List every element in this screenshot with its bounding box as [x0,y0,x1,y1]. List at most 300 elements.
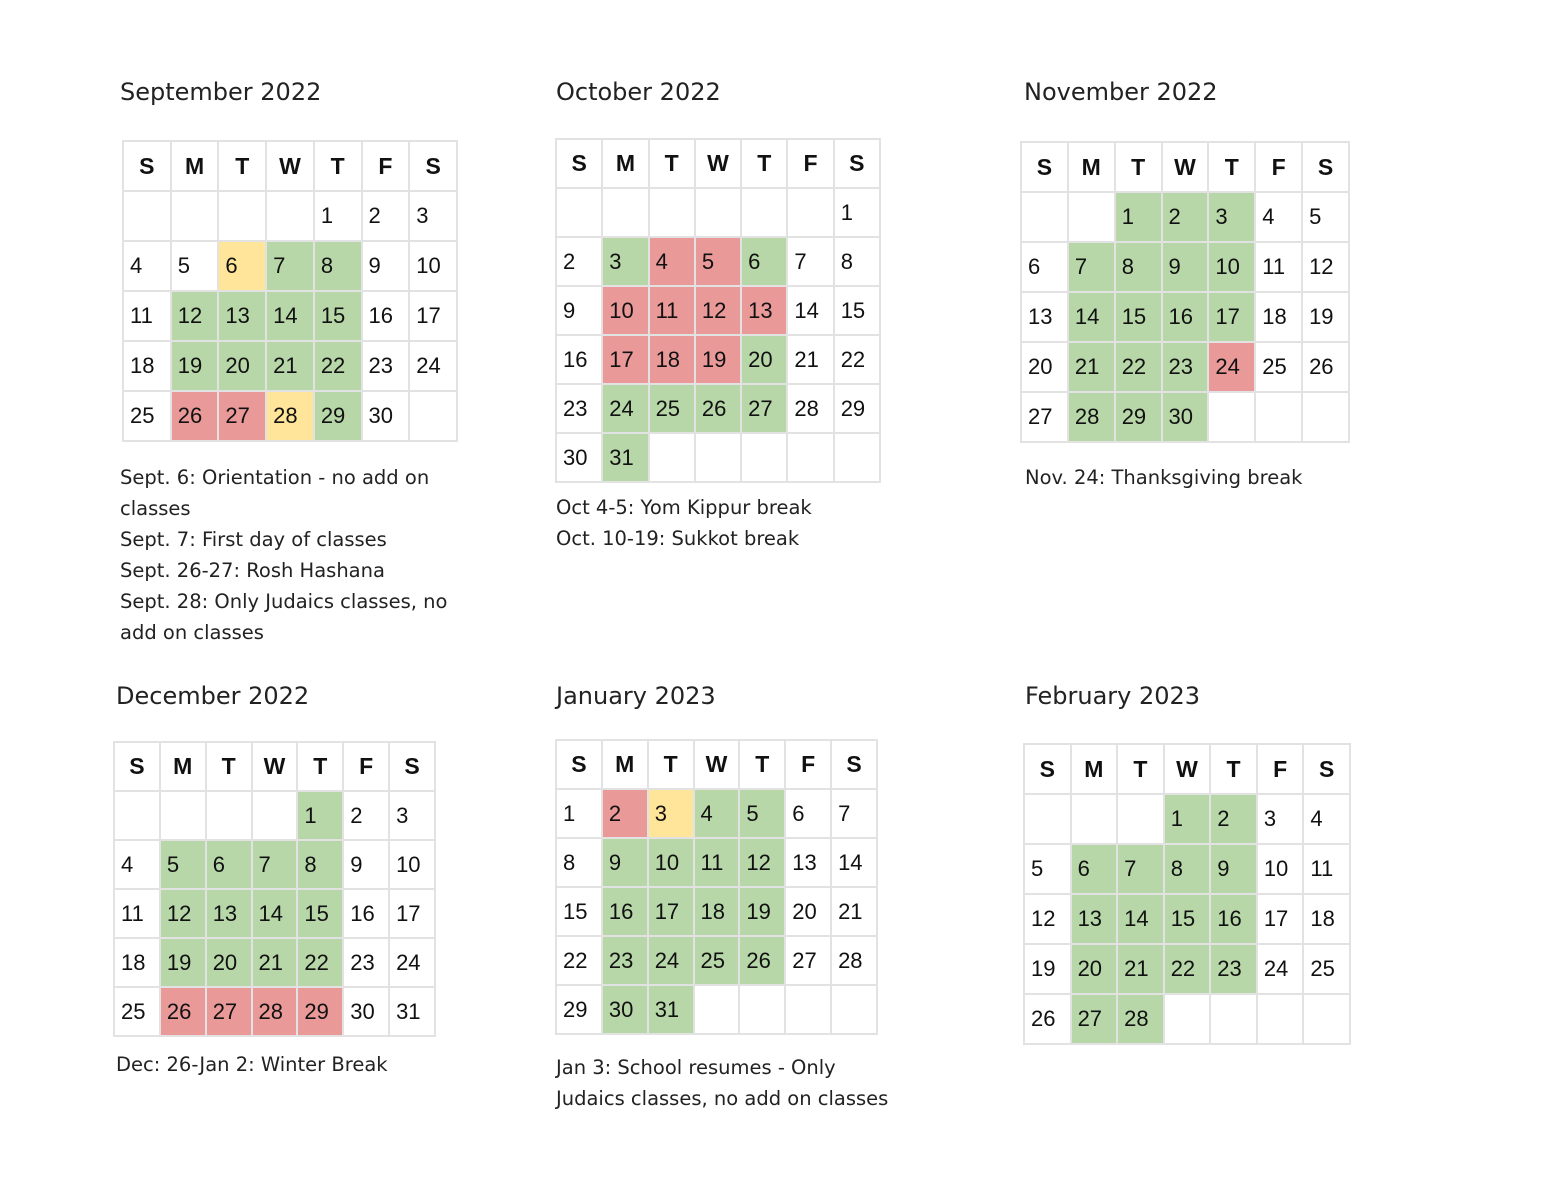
day-cell: 13 [741,286,787,335]
day-cell: 19 [160,938,206,987]
day-cell: 3 [1208,192,1255,242]
day-cell: 10 [389,840,435,889]
day-cell: 9 [1162,242,1209,292]
empty-day-cell [739,985,785,1034]
day-cell: 7 [1068,242,1115,292]
weekday-label: F [1257,744,1304,794]
weekday-label: W [1164,744,1211,794]
empty-day-cell [218,191,266,241]
day-cell: 28 [787,384,833,433]
day-cell: 24 [389,938,435,987]
day-cell: 28 [831,936,877,985]
month-notes [116,1049,476,1080]
day-cell: 11 [694,838,740,887]
day-cell: 23 [343,938,389,987]
empty-day-cell [741,433,787,482]
week-row [114,987,435,1036]
day-cell: 3 [1257,794,1304,844]
empty-day-cell [1303,994,1350,1044]
day-cell: 15 [834,286,880,335]
weekday-label: T [1208,142,1255,192]
day-cell: 12 [739,838,785,887]
day-cell: 5 [695,237,741,286]
note-line: Sept. 28: Only Judaics classes, no add on classes [120,590,448,644]
day-cell: 7 [787,237,833,286]
day-cell: 2 [1210,794,1257,844]
weekday-label: S [389,742,435,791]
empty-day-cell [266,191,314,241]
day-cell: 4 [1255,192,1302,242]
weekday-header-row [1021,142,1349,192]
week-row [123,191,457,241]
day-cell: 22 [556,936,602,985]
day-cell: 18 [123,341,171,391]
weekday-label: S [834,139,880,188]
weekday-label: S [1024,744,1071,794]
day-cell: 8 [1164,844,1211,894]
empty-day-cell [1302,392,1349,442]
day-cell: 1 [1164,794,1211,844]
day-cell: 3 [602,237,648,286]
day-cell: 14 [252,889,298,938]
day-cell: 2 [343,791,389,840]
week-row [556,789,877,838]
empty-day-cell [1068,192,1115,242]
day-cell: 19 [739,887,785,936]
empty-day-cell [602,188,648,237]
weekday-label: F [785,740,831,789]
day-cell: 20 [741,335,787,384]
week-row [114,791,435,840]
day-cell: 8 [1115,242,1162,292]
day-cell: 21 [252,938,298,987]
day-cell: 8 [314,241,362,291]
month-notes [556,492,916,554]
day-cell: 5 [171,241,219,291]
weekday-label: W [252,742,298,791]
calendar-grid [1020,141,1350,443]
day-cell: 16 [602,887,648,936]
day-cell: 28 [252,987,298,1036]
day-cell: 2 [362,191,410,241]
empty-day-cell [1021,192,1068,242]
weekday-label: M [1068,142,1115,192]
day-cell: 30 [556,433,602,482]
day-cell: 29 [297,987,343,1036]
month-title: December 2022 [116,682,310,710]
day-cell: 4 [649,237,695,286]
day-cell: 29 [1115,392,1162,442]
day-cell: 11 [1303,844,1350,894]
day-cell: 5 [1024,844,1071,894]
empty-day-cell [695,433,741,482]
weekday-label: S [1302,142,1349,192]
day-cell: 26 [1302,342,1349,392]
day-cell: 5 [160,840,206,889]
month-title: November 2022 [1024,78,1218,106]
day-cell: 2 [1162,192,1209,242]
day-cell: 29 [556,985,602,1034]
empty-day-cell [694,985,740,1034]
day-cell: 3 [648,789,694,838]
week-row [123,341,457,391]
day-cell: 30 [343,987,389,1036]
weekday-label: S [1303,744,1350,794]
day-cell: 1 [314,191,362,241]
day-cell: 26 [695,384,741,433]
day-cell: 31 [648,985,694,1034]
note-line: Oct. 10-19: Sukkot break [556,527,800,550]
day-cell: 16 [1210,894,1257,944]
empty-day-cell [171,191,219,241]
day-cell: 21 [787,335,833,384]
day-cell: 21 [1117,944,1164,994]
day-cell: 17 [1257,894,1304,944]
week-row [1024,794,1350,844]
weekday-label: W [695,139,741,188]
month-title: February 2023 [1025,682,1201,710]
empty-day-cell [1024,794,1071,844]
weekday-label: W [1162,142,1209,192]
calendar-grid [555,138,881,483]
day-cell: 26 [171,391,219,441]
weekday-label: M [602,139,648,188]
day-cell: 24 [1208,342,1255,392]
day-cell: 10 [1208,242,1255,292]
day-cell: 29 [314,391,362,441]
day-cell: 30 [362,391,410,441]
empty-day-cell [787,433,833,482]
day-cell: 7 [266,241,314,291]
weekday-label: M [171,141,219,191]
day-cell: 6 [1071,844,1118,894]
day-cell: 30 [602,985,648,1034]
day-cell: 22 [314,341,362,391]
day-cell: 16 [362,291,410,341]
day-cell: 22 [834,335,880,384]
weekday-label: T [1115,142,1162,192]
day-cell: 31 [389,987,435,1036]
week-row [1021,292,1349,342]
day-cell: 22 [1115,342,1162,392]
day-cell: 4 [1303,794,1350,844]
day-cell: 20 [785,887,831,936]
day-cell: 16 [1162,292,1209,342]
empty-day-cell [695,188,741,237]
day-cell: 10 [602,286,648,335]
day-cell: 18 [694,887,740,936]
day-cell: 30 [1162,392,1209,442]
day-cell: 13 [1071,894,1118,944]
calendar-grid [122,140,458,442]
day-cell: 21 [831,887,877,936]
empty-day-cell [160,791,206,840]
weekday-label: T [649,139,695,188]
day-cell: 27 [741,384,787,433]
day-cell: 23 [556,384,602,433]
day-cell: 14 [787,286,833,335]
weekday-label: S [114,742,160,791]
weekday-label: W [266,141,314,191]
note-line: Sept. 26-27: Rosh Hashana [120,559,385,582]
day-cell: 31 [602,433,648,482]
day-cell: 23 [602,936,648,985]
day-cell: 12 [160,889,206,938]
day-cell: 2 [556,237,602,286]
day-cell: 27 [206,987,252,1036]
day-cell: 22 [297,938,343,987]
note-line: Jan 3: School resumes - Only Judaics classes, no add on classes [556,1056,889,1110]
day-cell: 19 [1024,944,1071,994]
day-cell: 9 [362,241,410,291]
day-cell: 21 [266,341,314,391]
day-cell: 11 [1255,242,1302,292]
day-cell: 18 [1255,292,1302,342]
empty-day-cell [206,791,252,840]
day-cell: 17 [1208,292,1255,342]
day-cell: 21 [1068,342,1115,392]
weekday-label: T [741,139,787,188]
empty-day-cell [114,791,160,840]
week-row [1021,192,1349,242]
day-cell: 12 [695,286,741,335]
day-cell: 27 [785,936,831,985]
day-cell: 26 [160,987,206,1036]
empty-day-cell [1071,794,1118,844]
week-row [1024,844,1350,894]
weekday-label: S [556,139,602,188]
empty-day-cell [123,191,171,241]
empty-day-cell [785,985,831,1034]
day-cell: 17 [602,335,648,384]
month-notes [556,1052,896,1114]
note-line: Oct 4-5: Yom Kippur break [556,496,812,519]
day-cell: 7 [831,789,877,838]
day-cell: 3 [409,191,457,241]
weekday-label: F [362,141,410,191]
empty-day-cell [649,188,695,237]
weekday-label: T [297,742,343,791]
note-line: Dec: 26-Jan 2: Winter Break [116,1053,388,1076]
day-cell: 23 [1162,342,1209,392]
day-cell: 14 [266,291,314,341]
weekday-label: T [648,740,694,789]
day-cell: 15 [1115,292,1162,342]
week-row [1021,342,1349,392]
day-cell: 8 [297,840,343,889]
day-cell: 22 [1164,944,1211,994]
empty-day-cell [409,391,457,441]
empty-day-cell [1164,994,1211,1044]
day-cell: 25 [694,936,740,985]
month-notes [120,462,470,648]
weekday-label: T [739,740,785,789]
week-row [114,840,435,889]
week-row [114,938,435,987]
day-cell: 6 [218,241,266,291]
empty-day-cell [834,433,880,482]
weekday-header-row [556,740,877,789]
week-row [556,433,880,482]
day-cell: 16 [556,335,602,384]
day-cell: 2 [602,789,648,838]
day-cell: 4 [114,840,160,889]
day-cell: 13 [785,838,831,887]
weekday-label: T [1210,744,1257,794]
day-cell: 27 [1021,392,1068,442]
week-row [1021,242,1349,292]
week-row [556,335,880,384]
month-title: October 2022 [556,78,721,106]
empty-day-cell [1117,794,1164,844]
day-cell: 12 [1302,242,1349,292]
week-row [556,188,880,237]
weekday-label: M [602,740,648,789]
day-cell: 26 [739,936,785,985]
calendar-grid [1023,743,1351,1045]
empty-day-cell [252,791,298,840]
day-cell: 6 [785,789,831,838]
weekday-label: F [1255,142,1302,192]
day-cell: 25 [1255,342,1302,392]
weekday-label: M [1071,744,1118,794]
weekday-label: S [123,141,171,191]
calendar-grid [113,741,436,1037]
week-row [1024,894,1350,944]
empty-day-cell [1257,994,1304,1044]
day-cell: 13 [206,889,252,938]
empty-day-cell [1210,994,1257,1044]
week-row [123,241,457,291]
day-cell: 14 [831,838,877,887]
weekday-label: T [206,742,252,791]
day-cell: 19 [171,341,219,391]
day-cell: 24 [409,341,457,391]
week-row [556,985,877,1034]
weekday-label: F [787,139,833,188]
day-cell: 1 [297,791,343,840]
weekday-header-row [556,139,880,188]
empty-day-cell [649,433,695,482]
day-cell: 15 [556,887,602,936]
day-cell: 25 [114,987,160,1036]
day-cell: 4 [694,789,740,838]
day-cell: 18 [114,938,160,987]
day-cell: 8 [556,838,602,887]
weekday-label: T [1117,744,1164,794]
day-cell: 11 [114,889,160,938]
day-cell: 25 [1303,944,1350,994]
empty-day-cell [1255,392,1302,442]
month-notes [1025,462,1385,493]
day-cell: 28 [1068,392,1115,442]
day-cell: 25 [123,391,171,441]
week-row [1024,994,1350,1044]
day-cell: 12 [1024,894,1071,944]
day-cell: 15 [1164,894,1211,944]
weekday-label: S [831,740,877,789]
weekday-label: S [409,141,457,191]
day-cell: 10 [1257,844,1304,894]
day-cell: 14 [1117,894,1164,944]
week-row [556,237,880,286]
day-cell: 5 [739,789,785,838]
day-cell: 18 [649,335,695,384]
day-cell: 1 [834,188,880,237]
day-cell: 28 [266,391,314,441]
day-cell: 20 [1071,944,1118,994]
weekday-label: M [160,742,206,791]
day-cell: 13 [218,291,266,341]
day-cell: 6 [1021,242,1068,292]
empty-day-cell [741,188,787,237]
weekday-label: T [218,141,266,191]
day-cell: 24 [1257,944,1304,994]
day-cell: 3 [389,791,435,840]
day-cell: 24 [602,384,648,433]
day-cell: 9 [602,838,648,887]
day-cell: 13 [1021,292,1068,342]
day-cell: 27 [1071,994,1118,1044]
day-cell: 11 [649,286,695,335]
day-cell: 12 [171,291,219,341]
day-cell: 9 [1210,844,1257,894]
day-cell: 10 [409,241,457,291]
day-cell: 25 [649,384,695,433]
weekday-label: T [314,141,362,191]
note-line: Sept. 6: Orientation - no add on classes [120,466,430,520]
week-row [556,887,877,936]
day-cell: 29 [834,384,880,433]
weekday-header-row [123,141,457,191]
day-cell: 7 [1117,844,1164,894]
day-cell: 9 [343,840,389,889]
note-line: Nov. 24: Thanksgiving break [1025,466,1303,489]
day-cell: 17 [409,291,457,341]
day-cell: 23 [1210,944,1257,994]
day-cell: 8 [834,237,880,286]
day-cell: 27 [218,391,266,441]
day-cell: 20 [218,341,266,391]
day-cell: 20 [206,938,252,987]
day-cell: 26 [1024,994,1071,1044]
day-cell: 24 [648,936,694,985]
month-title: January 2023 [556,682,716,710]
day-cell: 14 [1068,292,1115,342]
week-row [123,391,457,441]
day-cell: 16 [343,889,389,938]
weekday-label: F [343,742,389,791]
note-line: Sept. 7: First day of classes [120,528,387,551]
empty-day-cell [1208,392,1255,442]
day-cell: 19 [695,335,741,384]
weekday-label: S [1021,142,1068,192]
day-cell: 4 [123,241,171,291]
day-cell: 11 [123,291,171,341]
week-row [556,838,877,887]
weekday-header-row [1024,744,1350,794]
day-cell: 10 [648,838,694,887]
day-cell: 17 [389,889,435,938]
day-cell: 19 [1302,292,1349,342]
empty-day-cell [787,188,833,237]
day-cell: 20 [1021,342,1068,392]
weekday-label: W [694,740,740,789]
empty-day-cell [556,188,602,237]
day-cell: 18 [1303,894,1350,944]
day-cell: 28 [1117,994,1164,1044]
empty-day-cell [831,985,877,1034]
